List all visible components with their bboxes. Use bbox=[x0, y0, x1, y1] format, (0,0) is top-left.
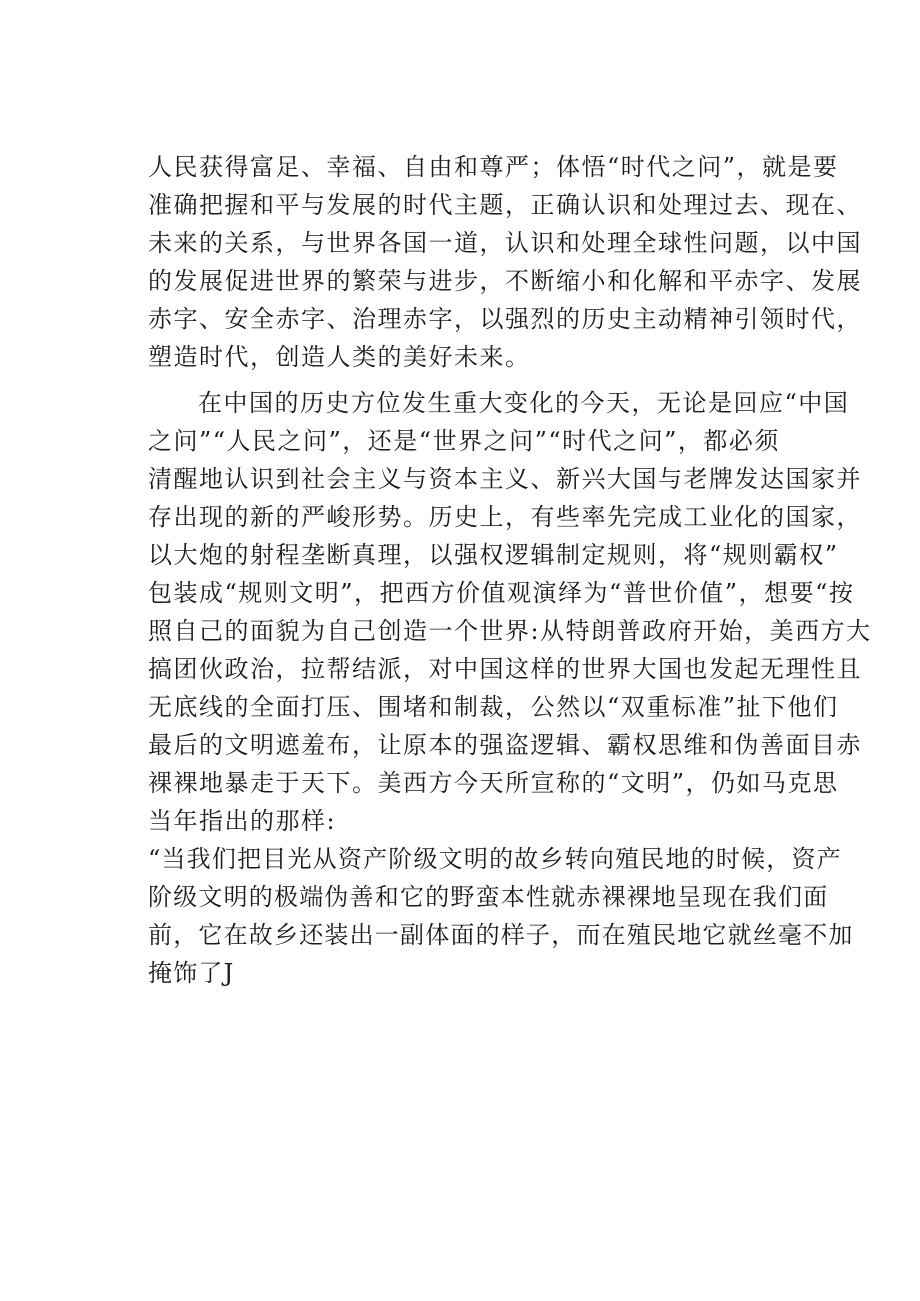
paragraph-line: 在中国的历史方位发生重大变化的今天，无论是回应“中国 bbox=[198, 389, 850, 417]
quote-line: 掩饰了J bbox=[148, 959, 235, 987]
paragraph-gap bbox=[148, 376, 808, 384]
paragraph-line: 未来的关系，与世界各国一道，认识和处理全球性问题，以中国 bbox=[148, 229, 862, 257]
paragraph-line: 准确把握和平与发展的时代主题，正确认识和处理过去、现在、 bbox=[148, 191, 862, 219]
paragraph-line: 存出现的新的严峻形势。历史上，有些率先完成工业化的国家， bbox=[148, 503, 862, 531]
paragraph-line: 塑造时代，创造人类的美好未来。 bbox=[148, 343, 531, 371]
paragraph-line: 的发展促进世界的繁荣与进步，不断缩小和化解和平赤字、发展 bbox=[148, 267, 862, 295]
paragraph-1 bbox=[148, 148, 862, 376]
paragraph-2 bbox=[148, 384, 872, 840]
paragraph-line: 照自己的面貌为自己创造一个世界:从特朗普政府开始，美西方大 bbox=[148, 617, 872, 645]
paragraph-line: 人民获得富足、幸福、自由和尊严；体悟“时代之问”，就是要 bbox=[148, 153, 839, 181]
paragraph-line: 当年指出的那样: bbox=[148, 807, 337, 835]
paragraph-line: 最后的文明遮羞布，让原本的强盗逻辑、霸权思维和伪善面目赤 bbox=[148, 731, 862, 759]
paragraph-line: 搞团伙政治，拉帮结派，对中国这样的世界大国也发起无理性且 bbox=[148, 655, 862, 683]
quote-line: 阶级文明的极端伪善和它的野蛮本性就赤裸裸地呈现在我们面 bbox=[148, 883, 829, 911]
document-body bbox=[148, 148, 872, 992]
paragraph-line: 赤字、安全赤字、治理赤字，以强烈的历史主动精神引领时代， bbox=[148, 305, 862, 333]
paragraph-line: 包装成“规则文明”，把西方价值观演绎为“普世价值”，想要“按 bbox=[148, 579, 855, 607]
paragraph-line: 无底线的全面打压、围堵和制裁，公然以“双重标准”扯下他们 bbox=[148, 693, 839, 721]
paragraph-line: 以大炮的射程垄断真理，以强权逻辑制定规则，将“规则霸权” bbox=[148, 541, 839, 569]
paragraph-line: 清醒地认识到社会主义与资本主义、新兴大国与老牌发达国家并 bbox=[148, 465, 862, 493]
quote-line: “当我们把目光从资产阶级文明的故乡转向殖民地的时候，资产 bbox=[148, 845, 842, 873]
quote-block bbox=[148, 840, 854, 992]
quote-line: 前，它在故乡还装出一副体面的样子，而在殖民地它就丝毫不加 bbox=[148, 921, 854, 949]
paragraph-line: 之问”“人民之问”，还是“世界之问”“时代之问”，都必须 bbox=[148, 427, 780, 455]
paragraph-line: 裸裸地暴走于天下。美西方今天所宣称的“文明”，仍如马克思 bbox=[148, 769, 839, 797]
